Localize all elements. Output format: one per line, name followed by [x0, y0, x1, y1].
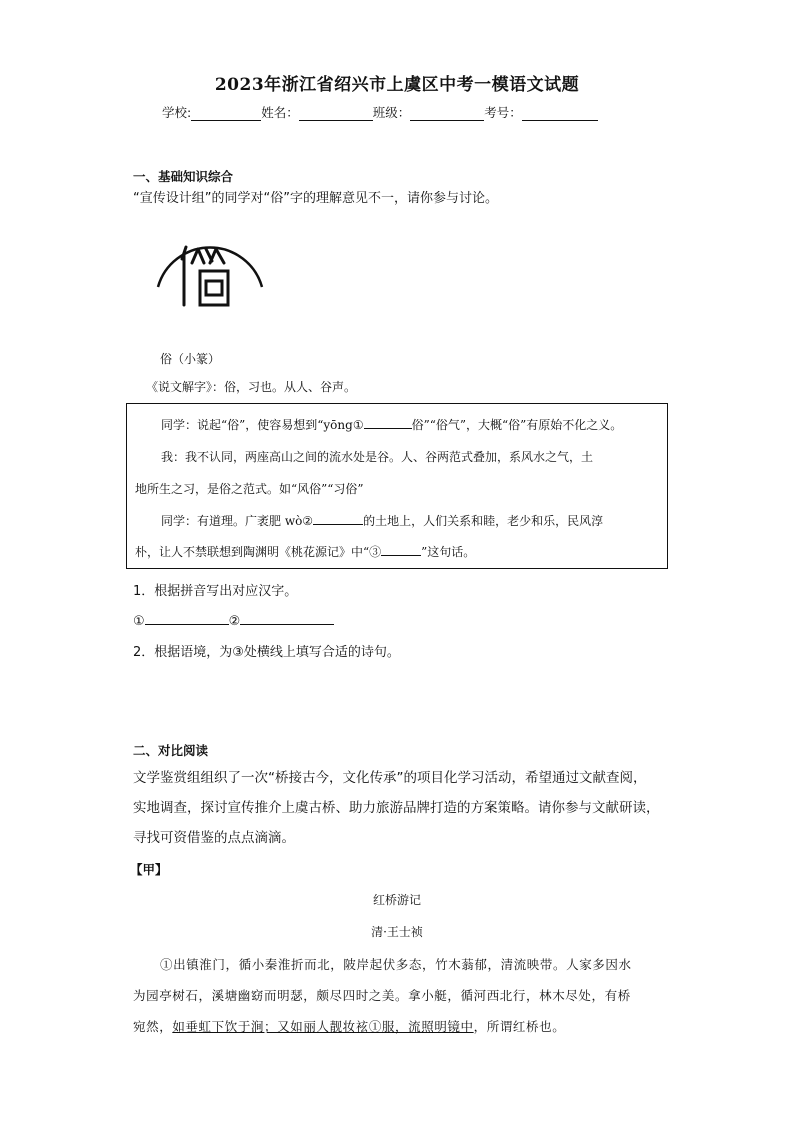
question-1-answers [133, 610, 334, 629]
seal-script-image [154, 225, 266, 317]
answer-1-label: ① [133, 614, 145, 629]
page-title: 2023年浙江省绍兴市上虞区中考一模语文试题 [214, 75, 580, 95]
dialogue-text: 同学：有道理。广袤肥 wò② [161, 514, 314, 528]
blank-3[interactable] [381, 543, 421, 556]
blank-1[interactable] [364, 416, 412, 429]
essay-line-1: ①出镇淮门，循小秦淮折而北，陂岸起伏多态，竹木蓊郁，清流映带。人家多因水 [160, 957, 632, 972]
essay-title: 红桥游记 [372, 893, 421, 907]
seal-caption: 俗（小篆） [160, 352, 221, 366]
answer-2-label: ② [228, 614, 241, 629]
intro-line: 实地调查，探讨宣传推介上虞古桥、助力旅游品牌打造的方案策略。请你参与文献研读， [133, 800, 660, 816]
exam-no-label: 考号： [484, 105, 522, 120]
passage-jia-label: 【甲】 [130, 862, 168, 877]
dialogue-line-4 [161, 512, 603, 529]
dialogue-text: ”这句话。 [421, 545, 476, 559]
shuowen-quote: 《说文解字》：俗，习也。从人、谷声。 [146, 380, 357, 394]
section1-heading: 一、基础知识综合 [133, 169, 234, 184]
essay-line-3 [133, 1017, 565, 1035]
answer-2-field[interactable] [240, 610, 334, 625]
answer-1-field[interactable] [145, 610, 229, 625]
school-label: 学校: [162, 105, 192, 120]
dialogue-line-1 [161, 416, 622, 433]
question-2: 2．根据语境，为③处横线上填写合适的诗句。 [133, 645, 400, 660]
dialogue-line-5 [135, 543, 475, 560]
dialogue-box [126, 403, 668, 569]
name-label: 姓名： [261, 105, 299, 120]
name-field[interactable] [299, 106, 373, 121]
blank-2[interactable] [313, 512, 363, 525]
class-label: 班级： [372, 105, 411, 120]
essay-text: ，所谓红桥也。 [473, 1019, 566, 1034]
dialogue-line-2: 我：我不认同，两座高山之间的流水处是谷。人、谷两范式叠加，系风水之气，土 [161, 450, 594, 464]
section1-intro: “宣传设计组”的同学对“俗”字的理解意见不一，请你参与讨论。 [133, 191, 498, 206]
underlined-sentence: 如垂虹下饮于涧；又如丽人靓妆袨①服，流照明镜中 [172, 1019, 474, 1034]
school-field[interactable] [191, 106, 261, 121]
class-field[interactable] [410, 106, 484, 121]
section2-intro [133, 763, 660, 853]
dialogue-text: 朴，让人不禁联想到陶渊明《桃花源记》中“③ [135, 545, 382, 559]
section2-heading: 二、对比阅读 [133, 743, 209, 758]
intro-line: 文学鉴赏组组织了一次“桥接古今，文化传承”的项目化学习活动，希望通过文献查阅， [133, 770, 647, 786]
intro-line: 寻找可资借鉴的点点滴滴。 [133, 830, 295, 846]
essay-text: 宛然， [133, 1019, 173, 1034]
seal-character-glyph [182, 247, 228, 305]
dialogue-text: 同学：说起“俗”，使容易想到“yōng① [161, 418, 364, 432]
exam-no-field[interactable] [522, 106, 598, 121]
dialogue-text: 俗”“俗气”，大概“俗”有原始不化之义。 [411, 418, 623, 432]
essay-line-2: 为园亭树石，溪塘幽窈而明瑟，颇尽四时之美。拿小艇，循河西北行，林木尽处，有桥 [133, 988, 631, 1003]
question-1: 1．根据拼音写出对应汉字。 [133, 584, 298, 599]
essay-author: 清·王士祯 [371, 925, 423, 939]
dialogue-text: 的土地上，人们关系和睦，老少和乐，民风淳 [363, 514, 604, 528]
student-info-row [162, 103, 598, 121]
dialogue-line-3: 地所生之习，是俗之范式。如“风俗”“习俗” [135, 482, 364, 496]
